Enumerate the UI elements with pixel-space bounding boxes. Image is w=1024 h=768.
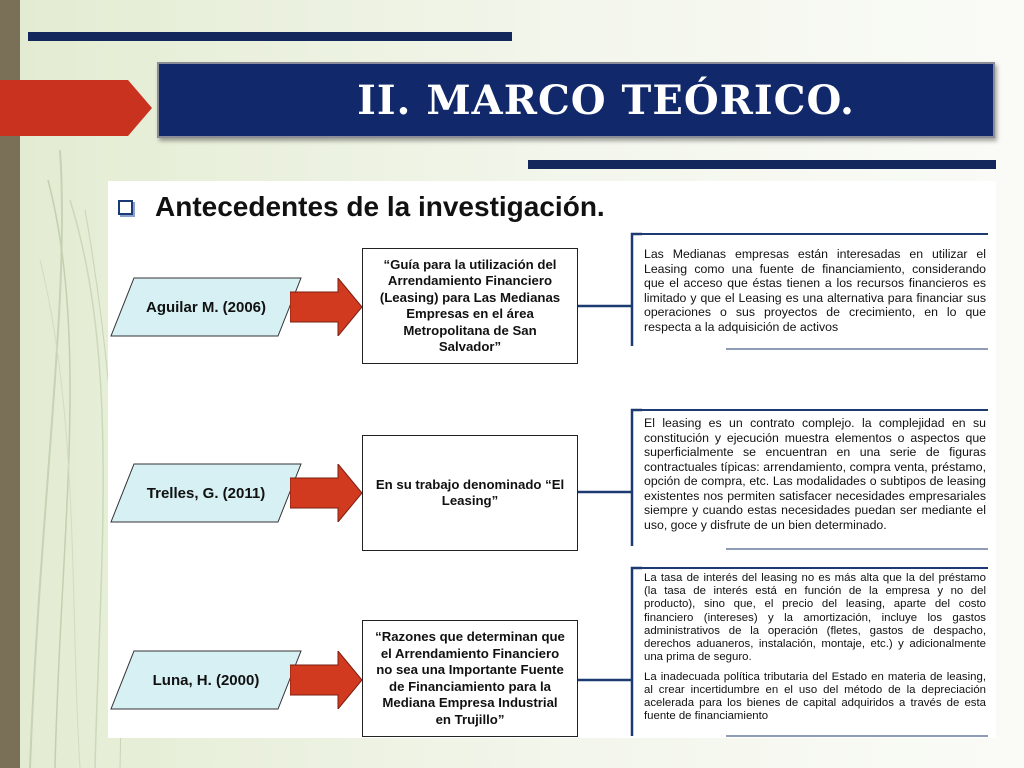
description-paragraph: Las Medianas empresas están interesadas en utilizar el Leasing como una fuente de financiamiento, considerando que el acceso que éstas tienen a los recursos financieros es limitado y que el Leasing es una alternativa para financiar sus operaciones o sus proyectos de crecimiento, en lo que respecta a la adquisición de activos — [644, 247, 986, 334]
study-box: En su trabajo denominado “El Leasing” — [362, 435, 578, 551]
checkbox-bullet-icon — [118, 200, 133, 215]
description-paragraph: El leasing es un contrato complejo. la complejidad en su constitución y ejecución muestra elementos o aspectos que superficialmente se encuentran en una serie de figuras contractuales típicas: arrendamiento, compra venta, préstamo, opción de compra, etc. Las modalidades o subtipos de leasing existentes nos permiten satisfacer necesidades empresariales siempre y cuando estas necesidades puedan ser mediante el uso, goce y disfrute de un bien determinado. — [644, 416, 986, 532]
red-arrow-icon — [290, 651, 362, 709]
author-luna — [110, 650, 302, 710]
study-box: “Razones que determinan que el Arrendamiento Financiero no sea una Importante Fuente de Financiamiento para la Mediana Empresa Industrial en Trujillo” — [362, 620, 578, 737]
red-arrow-icon — [290, 278, 362, 336]
page-title: II. MARCO TEÓRICO. — [357, 76, 855, 124]
author-aguilar — [110, 277, 302, 337]
title-banner — [157, 62, 995, 138]
author-label: Luna, H. (2000) — [152, 671, 260, 689]
description-text — [644, 572, 986, 729]
author-trelles — [110, 463, 302, 523]
section-heading — [118, 191, 605, 223]
study-box: “Guía para la utilización del Arrendamiento Financiero (Leasing) para Las Medianas Empresas en el área Metropolitana de San Salvador” — [362, 248, 578, 364]
top-decorative-bar — [28, 32, 512, 41]
description-paragraph: La tasa de interés del leasing no es más alta que la del préstamo (la tasa de interés está en función de la empresa y no del producto), sino que, el precio del leasing, aparte del costo financiero (intereses) y la amortización, incluye los gastos administrativos de la operación (fletes, gastos de despacho, derechos aduaneros, instalación, montaje, etc.) y adicionalmente una prima de seguro. — [644, 572, 986, 664]
right-decorative-bar — [528, 160, 996, 169]
section-heading-text: Antecedentes de la investigación. — [155, 191, 605, 222]
author-label: Aguilar M. (2006) — [145, 298, 267, 316]
red-arrow-icon — [290, 464, 362, 522]
description-text — [644, 416, 986, 538]
description-text — [644, 247, 986, 340]
red-chevron-icon — [0, 80, 152, 136]
author-label: Trelles, G. (2011) — [146, 484, 266, 502]
description-paragraph: La inadecuada política tributaria del Estado en materia de leasing, al crear incertidumbre en el uso del método de la depreciación acelerada para los bienes de capital adquiridos a través de esta fuente de financiamiento — [644, 670, 986, 723]
